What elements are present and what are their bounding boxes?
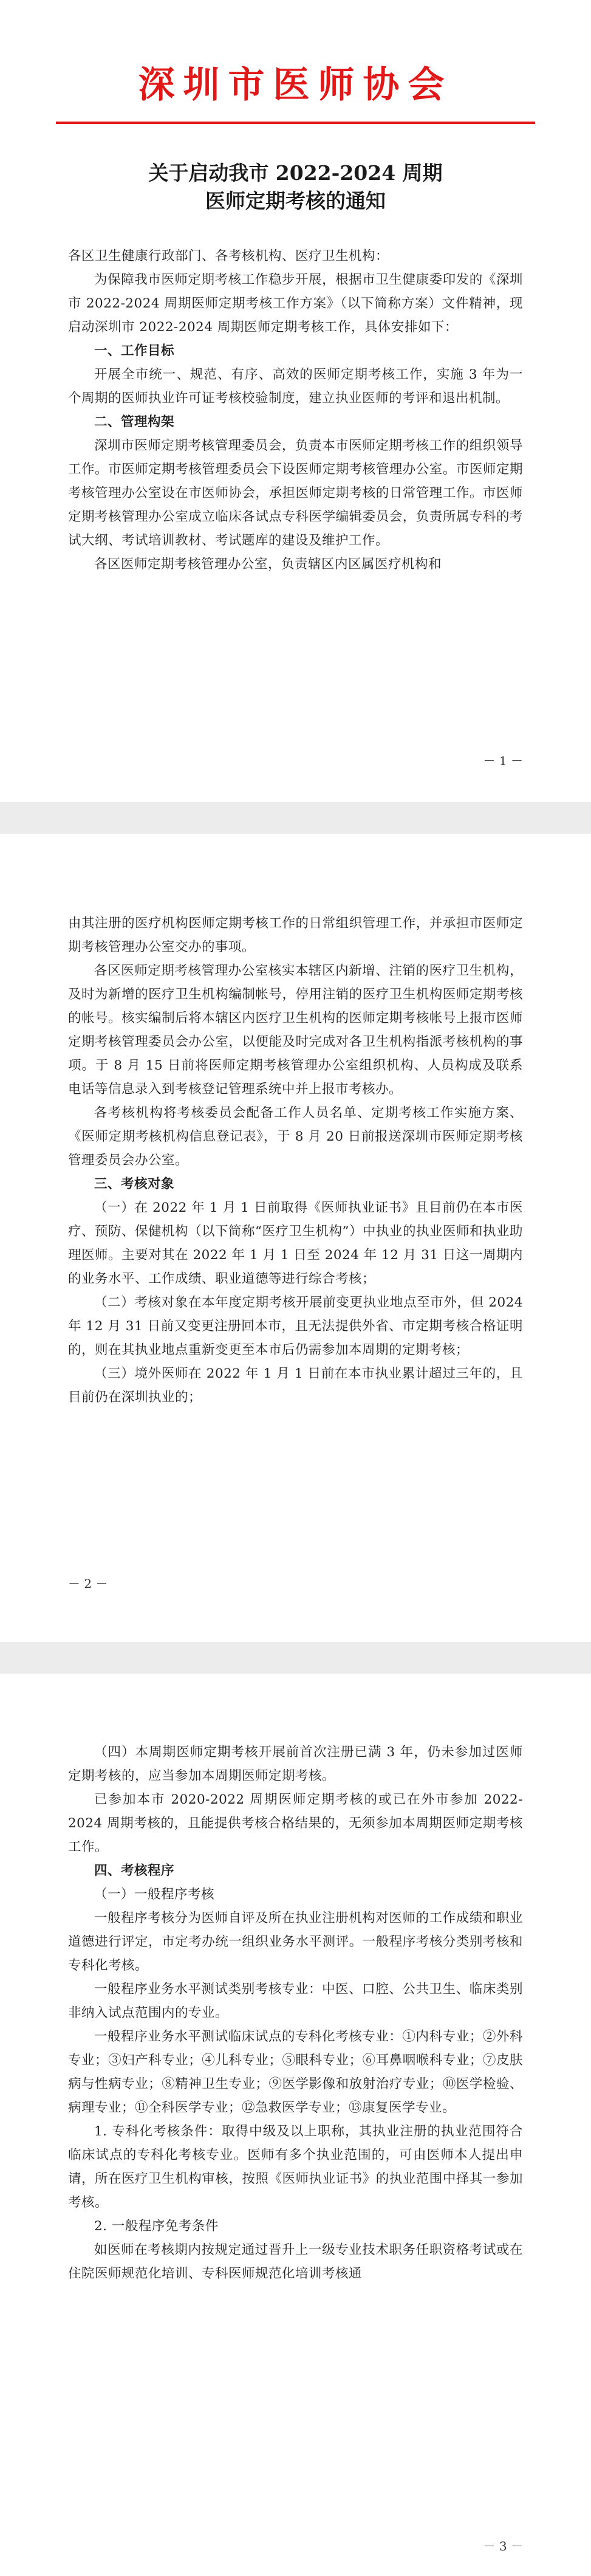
general-paragraph-4: 1. 专科化考核条件：取得中级及以上职称，其执业注册的执业范围符合临床试点的专科化考核专业。医师有多个执业范围的，可由医师本人提出申请，所在医疗卫生机构审核，按照《医师执业证书》的执业范围中择其一参加考核。 bbox=[68, 2124, 523, 2210]
red-divider-line bbox=[56, 122, 535, 124]
management-paragraph-1: 深圳市医师定期考核管理委员会，负责本市医师定期考核工作的组织领导工作。市医师定期考核管理委员会下设医师定期考核管理办公室。市医师定期考核管理办公室设在市医师协会，承担医师定期考核的日常管理工作。市医师定期考核管理办公室成立临床各试点专科医学编辑委员会，负责所属专科的考试大纲、考试培训教材、考试题库的建设及维护工作。 bbox=[68, 438, 523, 548]
intro-paragraph: 为保障我市医师定期考核工作稳步开展，根据市卫生健康委印发的《深圳市 2022-2024 周期医师定期考核工作方案》（以下简称方案）文件精神，现启动深圳市 2022-2024 周期医师定期考核工作，具体安排如下： bbox=[68, 272, 523, 335]
page-number: － 1 － bbox=[483, 754, 523, 768]
general-paragraph-3: 一般程序业务水平测试临床试点的专科化考核专业：①内科专业；②外科专业；③妇产科专业；④儿科专业；⑤眼科专业；⑥耳鼻咽喉科专业；⑦皮肤病与性病专业；⑧精神卫生专业；⑨医学影像和放射治疗专业；⑩医学检验、病理专业；⑪全科医学专业；⑫急救医学专业；⑬康复医学专业。 bbox=[68, 2029, 523, 2115]
general-paragraph-2: 一般程序业务水平测试类别考核专业：中医、口腔、公共卫生、临床类别非纳入试点范围内的专业。 bbox=[68, 1982, 523, 2021]
exemption-paragraph: 已参加本市 2020-2022 周期医师定期考核的或已在外市参加 2022-2024 周期考核的，且能提供考核合格结果的，无须参加本周期医师定期考核工作。 bbox=[68, 1792, 523, 1855]
continued-paragraph: 由其注册的医疗机构医师定期考核工作的日常组织管理工作，并承担市医师定期考核管理办公室交办的事项。 bbox=[68, 916, 523, 955]
document-page-2 bbox=[0, 834, 591, 1642]
subsection-heading-general: （一）一般程序考核 bbox=[94, 1887, 215, 1902]
page-1-body bbox=[68, 244, 523, 576]
management-paragraph-3: 各区医师定期考核管理办公室核实本辖区内新增、注销的医疗卫生机构，及时为新增的医疗卫生机构编制帐号，停用注销的医疗卫生机构医师定期考核的帐号。核实编制后将本辖区内医疗卫生机构的医师定期考核帐号上报市医师定期考核管理委员会办公室，以便能及时完成对各卫生机构指派考核机构的事项。于 8 月 15 日前将医师定期考核管理办公室组织机构、人员构成及联系电话等信息录入到考核登记管理系统中并上报市考核办。 bbox=[68, 963, 523, 1097]
page-3-body bbox=[68, 1740, 523, 2286]
document-title-line-2: 医师定期考核的通知 bbox=[205, 189, 386, 213]
org-title: 深圳市医师协会 bbox=[138, 64, 453, 106]
document-title-line-1: 关于启动我市 2022-2024 周期 bbox=[148, 161, 443, 185]
section-heading-management: 二、管理构架 bbox=[94, 414, 175, 430]
page-number: － 2 － bbox=[68, 1576, 108, 1591]
document-page-3 bbox=[0, 1674, 591, 2576]
general-paragraph-6: 如医师在考核期内按规定通过晋升上一级专业技术职务任职资格考试或在住院医师规范化培训、专科医师规范化培训考核通 bbox=[68, 2242, 523, 2281]
section-heading-procedure: 四、考核程序 bbox=[94, 1863, 175, 1878]
target-item-2: （二）考核对象在本年度定期考核开展前变更执业地点至市外，但 2024 年 12 月 31 日前又变更注册回本市，且无法提供外省、市定期考核合格证明的，则在其执业地点重新变更至本市后仍需参加本周期的定期考核； bbox=[68, 1295, 523, 1358]
target-item-4: （四）本周期医师定期考核开展前首次注册已满 3 年，仍未参加过医师定期考核的，应当参加本周期医师定期考核。 bbox=[68, 1745, 523, 1784]
management-paragraph-2: 各区医师定期考核管理办公室，负责辖区内区属医疗机构和 bbox=[94, 557, 442, 572]
target-item-1: （一）在 2022 年 1 月 1 日前取得《医师执业证书》且目前仍在本市医疗、预防、保健机构（以下简称“医疗卫生机构”）中执业的执业医师和执业助理医师。主要对其在 2022 年 1 月 1 日至 2024 年 12 月 31 日这一周期内的业务水平、工作成绩、职业道德等进行综合考核； bbox=[68, 1200, 523, 1286]
page-number: － 3 － bbox=[483, 2539, 523, 2554]
target-item-3: （三）境外医师在 2022 年 1 月 1 日前在本市执业累计超过三年的，且目前仍在深圳执业的； bbox=[68, 1366, 523, 1405]
document-page-1 bbox=[0, 0, 591, 802]
general-paragraph-1: 一般程序考核分为医师自评及所在执业注册机构对医师的工作成绩和职业道德进行评定，市定考办统一组织业务水平测评。一般程序考核分类别考核和专科化考核。 bbox=[68, 1911, 523, 1973]
general-paragraph-5: 2. 一般程序免考条件 bbox=[94, 2219, 219, 2234]
management-paragraph-4: 各考核机构将考核委员会配备工作人员名单、定期考核工作实施方案、《医师定期考核机构信息登记表》，于 8 月 20 日前报送深圳市医师定期考核管理委员会办公室。 bbox=[68, 1105, 523, 1168]
page-2-body bbox=[68, 912, 523, 1409]
section-heading-targets: 三、考核对象 bbox=[94, 1176, 175, 1192]
section-heading-goal: 一、工作目标 bbox=[94, 343, 175, 359]
document-title bbox=[68, 159, 523, 215]
goal-paragraph: 开展全市统一、规范、有序、高效的医师定期考核工作，实施 3 年为一个周期的医师执业许可证考核校验制度，建立执业医师的考评和退出机制。 bbox=[68, 367, 523, 406]
salutation: 各区卫生健康行政部门、各考核机构、医疗卫生机构： bbox=[68, 249, 389, 264]
